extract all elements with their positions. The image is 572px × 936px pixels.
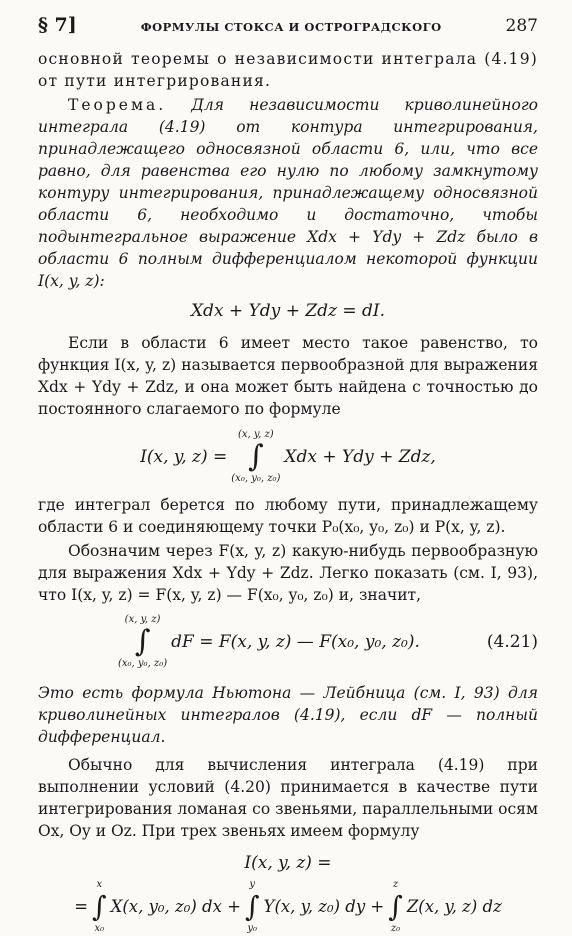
upper-limit: (x, y, z) <box>237 429 274 440</box>
term-x: X(x, y₀, z₀) dx + <box>110 897 241 916</box>
paragraph-newton-leibniz: Это есть формула Ньютона — Лейбница (см. I, 93) для криволинейных интегралов (4.19), если dF — полный дифференциал. <box>38 684 538 746</box>
integral-symbol-icon: ∫ <box>248 439 264 474</box>
paragraph-polyline: Обычно для вычисления интеграла (4.19) при выполнении условий (4.20) принимается в качестве пути интегрирования ломаная со звеньями, параллельными осям Ox, Oy и Oz. При трех звеньях имеем формулу <box>38 756 538 840</box>
paragraph-notation: Обозначим через F(x, y, z) какую-нибудь первообразную для выражения Xdx + Ydy + Zdz. Легко показать (см. I, 93), что I(x, y, z) = F(x, y, z) — F(x₀, y₀, z₀) и, значит, <box>38 542 538 604</box>
upper-limit: y <box>249 879 256 890</box>
upper-limit: x <box>96 879 103 890</box>
formula-lhs: I(x, y, z) = <box>140 447 228 467</box>
running-header <box>38 14 538 48</box>
integral-symbol-icon: ∫ <box>134 624 151 659</box>
paragraph-continued: основной теоремы о независимости интеграла (4.19) от пути интегрирования. <box>38 50 538 90</box>
formula-rhs: Xdx + Ydy + Zdz, <box>284 447 436 467</box>
term-z: Z(x, y, z) dz <box>406 897 502 916</box>
theorem-label: Теорема. <box>68 96 167 114</box>
formula-body: dF = F(x, y, z) — F(x₀, y₀, z₀). <box>171 632 420 652</box>
integral-symbol-icon: ∫ <box>388 890 403 923</box>
book-page <box>38 14 538 936</box>
lower-limit: x₀ <box>94 923 105 934</box>
paragraph-antiderivative: Если в области 6 имеет место такое равенство, то функция I(x, y, z) называется первообразной для выражения Xdx + Ydy + Zdz, и она может быть найдена с точностью до постоянного слагаемого по формуле <box>38 334 538 418</box>
section-number: § 7] <box>38 14 77 36</box>
page-number: 287 <box>505 16 538 36</box>
integral-sign <box>118 613 167 671</box>
integral-sign <box>92 878 107 936</box>
integral-sign <box>245 878 260 936</box>
equals-sign: = <box>74 897 89 916</box>
integral-symbol-icon: ∫ <box>92 890 107 923</box>
equation-number: (4.21) <box>486 632 538 652</box>
running-title: ФОРМУЛЫ СТОКСА И ОСТРОГРАДСКОГО <box>140 20 442 34</box>
formula-newton-leibniz <box>58 612 538 672</box>
integral-symbol-icon: ∫ <box>244 890 260 923</box>
formula-three-segments-lhs: I(x, y, z) = <box>244 853 332 873</box>
integral-sign <box>388 878 403 936</box>
formula-total-differential: Xdx + Ydy + Zdz = dI. <box>190 301 386 321</box>
paragraph-path: где интеграл берется по любому пути, принадлежащему области 6 и соединяющему точки P₀(x₀, y₀, z₀) и P(x, y, z). <box>38 496 538 536</box>
integral-sign <box>231 428 280 486</box>
lower-limit: y₀ <box>247 923 258 934</box>
lower-limit: (x₀, y₀, z₀) <box>118 658 168 669</box>
theorem-block <box>38 94 538 292</box>
upper-limit: z <box>392 879 399 890</box>
theorem-text: Для независимости криволинейного интеграла (4.19) от контура интегрирования, принадлежащего односвязной области 6, или, что все равно, для равенства его нулю по любому замкнутому контуру интегрирования, принадлежащему односвязной области 6, необходимо и достаточно, чтобы подынтегральное выражение Xdx + Ydy + Zdz было в области 6 полным дифференциалом некоторой функции I(x, y, z): <box>38 96 538 290</box>
lower-limit: (x₀, y₀, z₀) <box>231 473 281 484</box>
formula-antiderivative-integral <box>38 426 538 488</box>
formula-three-segments <box>38 878 538 936</box>
term-y: Y(x, y, z₀) dy + <box>263 897 385 916</box>
upper-limit: (x, y, z) <box>124 614 161 625</box>
lower-limit: z₀ <box>390 923 401 934</box>
